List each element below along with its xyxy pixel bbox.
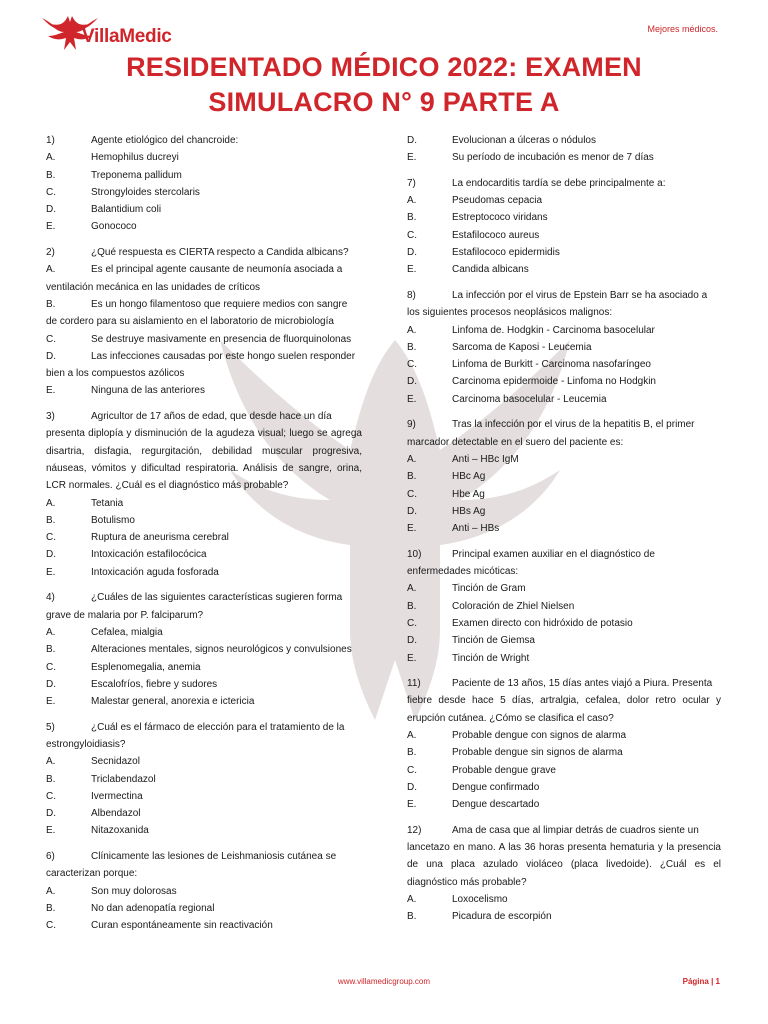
left-column [46, 132, 362, 943]
option-text: Loxocelismo [452, 893, 508, 905]
option-text: Probable dengue sin signos de alarma [452, 747, 623, 759]
footer-page-number: Página | 1 [682, 977, 720, 986]
option-letter: C. [407, 229, 417, 241]
question-text: Agricultor de 17 años de edad, que desde hace un día [91, 411, 332, 423]
question-stem [407, 822, 721, 839]
question-text-continued: grave de malaria por P. falciparum? [46, 609, 204, 621]
question-stem [407, 416, 721, 433]
answer-option[interactable] [46, 261, 362, 278]
option-text: Dengue descartado [452, 799, 540, 811]
question-text: Agente etiológico del chancroide: [91, 135, 239, 146]
option-text: Carcinoma basocelular - Leucemia [452, 393, 607, 405]
answer-option[interactable] [407, 727, 721, 744]
option-text: Tinción de Wright [452, 652, 530, 664]
option-text: Malestar general, anorexia e ictericia [91, 696, 255, 708]
option-text: Nitazoxanida [91, 825, 149, 837]
option-letter: B. [407, 911, 417, 923]
option-letter: E. [407, 652, 417, 664]
question-stem [46, 719, 362, 736]
answer-option[interactable] [46, 296, 362, 313]
question-number: 2) [46, 247, 55, 259]
answer-option[interactable] [407, 373, 721, 390]
answer-option[interactable] [46, 659, 362, 676]
option-letter: E. [407, 799, 417, 811]
footer-website[interactable]: www.villamedicgroup.com [337, 977, 431, 986]
answer-option[interactable] [407, 779, 721, 796]
answer-option[interactable] [46, 546, 362, 563]
option-letter: A. [46, 152, 56, 164]
answer-option[interactable] [407, 891, 721, 908]
answer-option[interactable] [407, 339, 721, 356]
option-letter: A. [407, 583, 417, 595]
option-letter: A. [46, 497, 56, 509]
option-letter: D. [407, 635, 417, 647]
question-block [46, 719, 362, 840]
option-letter: A. [407, 324, 417, 336]
option-text: Estafilococo aureus [452, 229, 540, 241]
brand-name: VillaMedic [82, 26, 172, 47]
answer-option[interactable] [407, 744, 721, 761]
option-text: Botulismo [91, 514, 135, 526]
question-text-continued: marcador detectable en el suero del paciente es: [407, 436, 624, 448]
option-text: Ivermectina [91, 790, 143, 802]
option-letter: A. [46, 756, 56, 768]
answer-option[interactable] [46, 693, 362, 710]
option-letter: D. [407, 781, 417, 793]
option-text: Albendazol [91, 808, 141, 820]
answer-option[interactable] [46, 883, 362, 900]
option-letter: A. [46, 626, 56, 638]
answer-option[interactable] [407, 356, 721, 373]
option-text: Esplenomegalia, anemia [91, 661, 201, 673]
option-letter: C. [407, 359, 417, 371]
option-letter: C. [407, 764, 417, 776]
answer-option[interactable] [407, 762, 721, 779]
option-letter: C. [46, 333, 56, 345]
answer-option[interactable] [407, 149, 721, 166]
option-letter: B. [46, 169, 56, 181]
option-text: Picadura de escorpión [452, 911, 552, 923]
question-number: 5) [46, 721, 55, 733]
option-text: Alteraciones mentales, signos neurológicos y convulsiones [91, 644, 352, 656]
question-number: 11) [407, 678, 421, 690]
question-text-continued: fiebre desde hace 5 días, artralgia, cefalea, dolor retro ocular y erupción cutánea. ¿Cómo se clasifica el caso? [407, 695, 721, 724]
answer-option[interactable] [46, 167, 362, 184]
question-text-continued: enfermedades micóticas: [407, 566, 519, 578]
option-letter: D. [407, 135, 417, 146]
question-stem [46, 848, 362, 865]
answer-option[interactable] [407, 598, 721, 615]
answer-option[interactable] [46, 788, 362, 805]
option-text: Carcinoma epidermoide - Linfoma no Hodgkin [452, 376, 656, 388]
question-number: 3) [46, 411, 55, 423]
question-text-continued: caracterizan porque: [46, 868, 138, 880]
option-letter: A. [407, 893, 417, 905]
option-text: Treponema pallidum [91, 169, 182, 181]
question-block [407, 546, 721, 667]
option-letter: D. [46, 350, 56, 362]
option-letter: A. [407, 195, 417, 207]
answer-option[interactable] [407, 615, 721, 632]
option-text: Coloración de Zhiel Nielsen [452, 600, 575, 612]
question-number: 1) [46, 135, 55, 146]
option-letter: E. [407, 152, 417, 164]
option-text: Ninguna de las anteriores [91, 385, 205, 397]
option-text: Estafilococo epidermidis [452, 247, 560, 259]
option-letter: E. [46, 825, 56, 837]
option-letter: B. [407, 747, 417, 759]
option-letter: C. [407, 617, 417, 629]
question-block [46, 848, 362, 934]
question-number: 10) [407, 548, 422, 560]
question-block [407, 175, 721, 279]
question-block [407, 132, 721, 167]
question-text-continued: presenta diplopía y disminución de la agudeza visual; luego se agrega disartria, disfagia, regurgitación, debilidad muscular progresiva, náuseas, vómitos y dificultad respiratoria. Análisis de sangre, orina, LCR normales. ¿Cuál es el diagnóstico más probable? [46, 428, 362, 492]
question-text: Principal examen auxiliar en el diagnóstico de [452, 548, 655, 560]
question-text: Tras la infección por el virus de la hepatitis B, el primer [452, 419, 695, 431]
answer-option[interactable] [407, 468, 721, 485]
option-text: HBc Ag [452, 471, 486, 483]
answer-option[interactable] [46, 495, 362, 512]
option-text: Se destruye masivamente en presencia de fluorquinolonas [91, 333, 352, 345]
option-text: Intoxicación aguda fosforada [91, 566, 219, 578]
answer-option[interactable] [407, 209, 721, 226]
right-column [407, 132, 721, 934]
option-text: Tinción de Gram [452, 583, 526, 595]
option-letter: D. [46, 549, 56, 561]
question-text: Clínicamente las lesiones de Leishmaniosis cutánea se [91, 851, 337, 863]
option-letter: E. [46, 385, 56, 397]
question-text-continued: los siguientes procesos neoplásicos malignos: [407, 307, 613, 319]
answer-option[interactable] [46, 218, 362, 235]
question-text: ¿Cuál es el fármaco de elección para el tratamiento de la [91, 721, 345, 733]
question-number: 4) [46, 592, 55, 604]
option-text: Triclabendazol [91, 773, 156, 785]
option-text: Strongyloides stercolaris [91, 186, 200, 198]
option-text: Intoxicación estafilocócica [91, 549, 207, 561]
option-text: Sarcoma de Kaposi - Leucemia [452, 341, 592, 353]
question-text-continued: lancetazo en mano. A las 36 horas presenta hematuria y la presencia de una placa azulado violáceo (placa livedoide). ¿Cuál es el diagnóstico más probable? [407, 842, 721, 888]
option-letter: A. [46, 264, 56, 276]
option-letter: B. [407, 341, 417, 353]
answer-option[interactable] [407, 132, 721, 149]
option-text: Anti – HBs [452, 523, 500, 535]
option-text: Su período de incubación es menor de 7 días [452, 152, 654, 164]
option-letter: E. [407, 393, 417, 405]
option-text: Hemophilus ducreyi [91, 152, 179, 164]
question-stem [407, 546, 721, 563]
answer-option[interactable] [46, 917, 362, 934]
option-text: Anti – HBc IgM [452, 453, 519, 465]
option-letter: C. [46, 790, 56, 802]
option-text: Es un hongo filamentoso que requiere medios con sangre [91, 298, 348, 310]
answer-option[interactable] [46, 512, 362, 529]
answer-option[interactable] [407, 261, 721, 278]
option-text: Curan espontáneamente sin reactivación [91, 920, 273, 932]
option-letter: E. [46, 221, 56, 233]
answer-option[interactable] [46, 900, 362, 917]
title-line-1: RESIDENTADO MÉDICO 2022: EXAMEN [126, 52, 642, 82]
option-text: Tetania [91, 497, 124, 509]
answer-option[interactable] [407, 580, 721, 597]
answer-option[interactable] [46, 753, 362, 770]
question-block [46, 244, 362, 400]
option-letter: C. [407, 488, 417, 500]
title-line-2: SIMULACRO N° 9 PARTE A [208, 87, 560, 117]
tagline: Mejores médicos. [647, 24, 718, 34]
option-letter: C. [46, 532, 56, 544]
option-letter: B. [46, 298, 56, 310]
option-letter: D. [46, 678, 56, 690]
option-letter: B. [46, 644, 56, 656]
question-block [407, 822, 721, 926]
option-text: Probable dengue con signos de alarma [452, 729, 627, 741]
option-letter: B. [46, 773, 56, 785]
answer-option[interactable] [407, 486, 721, 503]
answer-option[interactable] [407, 451, 721, 468]
answer-option[interactable] [46, 771, 362, 788]
question-stem [407, 175, 721, 192]
question-stem [407, 287, 721, 304]
option-text: Dengue confirmado [452, 781, 540, 793]
option-letter: C. [46, 661, 56, 673]
answer-option[interactable] [407, 503, 721, 520]
option-text: Linfoma de Burkitt - Carcinoma nasofaríngeo [452, 359, 651, 371]
option-text: Linfoma de. Hodgkin - Carcinoma basocelular [452, 324, 655, 336]
question-text-continued: estrongyloidiasis? [46, 738, 126, 750]
answer-option[interactable] [46, 624, 362, 641]
answer-option[interactable] [46, 805, 362, 822]
answer-option[interactable] [46, 641, 362, 658]
option-letter: B. [46, 902, 56, 914]
option-letter: E. [407, 523, 417, 535]
answer-option[interactable] [407, 322, 721, 339]
question-stem [46, 589, 362, 606]
option-letter: E. [46, 566, 56, 578]
question-stem [46, 244, 362, 261]
answer-option[interactable] [46, 822, 362, 839]
answer-option[interactable] [46, 201, 362, 218]
question-text: ¿Cuáles de las siguientes características sugieren forma [91, 592, 343, 604]
option-text: Probable dengue grave [452, 764, 556, 776]
question-block [407, 416, 721, 537]
option-letter: A. [407, 453, 417, 465]
answer-option[interactable] [407, 520, 721, 537]
option-text: Las infecciones causadas por este hongo suelen responder [91, 350, 356, 362]
option-letter: D. [46, 204, 56, 216]
option-text: Secnidazol [91, 756, 140, 768]
option-text-continued: ventilación mecánica en las unidades de críticos [46, 281, 261, 293]
option-text: Evolucionan a úlceras o nódulos [452, 135, 596, 146]
option-letter: B. [46, 514, 56, 526]
answer-option[interactable] [46, 149, 362, 166]
answer-option[interactable] [407, 796, 721, 813]
option-letter: E. [407, 264, 417, 276]
option-text: Pseudomas cepacia [452, 195, 543, 207]
option-letter: B. [407, 600, 417, 612]
answer-option[interactable] [46, 331, 362, 348]
option-letter: A. [46, 885, 56, 897]
option-text: Candida albicans [452, 264, 529, 276]
option-text-continued: bien a los compuestos azólicos [46, 368, 185, 380]
answer-option[interactable] [46, 676, 362, 693]
option-text: Es el principal agente causante de neumonía asociada a [91, 264, 343, 276]
question-block [407, 675, 721, 813]
question-block [46, 408, 362, 581]
page-title [40, 50, 728, 120]
option-letter: B. [407, 471, 417, 483]
answer-option[interactable] [46, 348, 362, 365]
answer-option[interactable] [46, 382, 362, 399]
answer-option[interactable] [407, 227, 721, 244]
option-text: Escalofríos, fiebre y sudores [91, 678, 218, 690]
answer-option[interactable] [407, 391, 721, 408]
question-block [46, 132, 362, 236]
option-letter: D. [46, 808, 56, 820]
question-number: 8) [407, 289, 416, 301]
question-text: La endocarditis tardía se debe principalmente a: [452, 177, 666, 189]
answer-option[interactable] [407, 908, 721, 925]
option-text: No dan adenopatía regional [91, 902, 215, 914]
answer-option[interactable] [46, 184, 362, 201]
answer-option[interactable] [407, 244, 721, 261]
option-letter: D. [407, 247, 417, 259]
option-text: Ruptura de aneurisma cerebral [91, 532, 229, 544]
option-letter: D. [407, 505, 417, 517]
option-text-continued: de cordero para su aislamiento en el laboratorio de microbiología [46, 316, 334, 328]
option-text: Tinción de Giemsa [452, 635, 535, 647]
option-text: Examen directo con hidróxido de potasio [452, 617, 633, 629]
option-text: Son muy dolorosas [91, 885, 177, 897]
question-text: Ama de casa que al limpiar detrás de cuadros siente un [452, 824, 699, 836]
option-letter: A. [407, 729, 417, 741]
question-stem [46, 132, 362, 149]
question-text: ¿Qué respuesta es CIERTA respecto a Candida albicans? [91, 247, 349, 259]
question-stem [407, 675, 721, 692]
answer-option[interactable] [407, 192, 721, 209]
question-text: Paciente de 13 años, 15 días antes viajó a Piura. Presenta [452, 678, 713, 690]
option-text: Hbe Ag [452, 488, 485, 500]
option-letter: C. [46, 920, 56, 932]
option-text: Gonococo [91, 221, 137, 233]
option-text: Cefalea, mialgia [91, 626, 163, 638]
option-letter: D. [407, 376, 417, 388]
question-number: 9) [407, 419, 416, 431]
answer-option[interactable] [407, 632, 721, 649]
option-letter: B. [407, 212, 417, 224]
question-stem [46, 408, 362, 425]
question-number: 12) [407, 824, 422, 836]
option-letter: E. [46, 696, 56, 708]
option-text: Balantidium coli [91, 204, 162, 216]
question-number: 6) [46, 851, 55, 863]
answer-option[interactable] [46, 529, 362, 546]
option-text: HBs Ag [452, 505, 486, 517]
question-block [46, 589, 362, 710]
option-text: Estreptococo viridans [452, 212, 548, 224]
question-block [407, 287, 721, 408]
answer-option[interactable] [46, 564, 362, 581]
question-text: La infección por el virus de Epstein Barr se ha asociado a [452, 289, 708, 301]
option-letter: C. [46, 186, 56, 198]
answer-option[interactable] [407, 650, 721, 667]
question-number: 7) [407, 177, 416, 189]
